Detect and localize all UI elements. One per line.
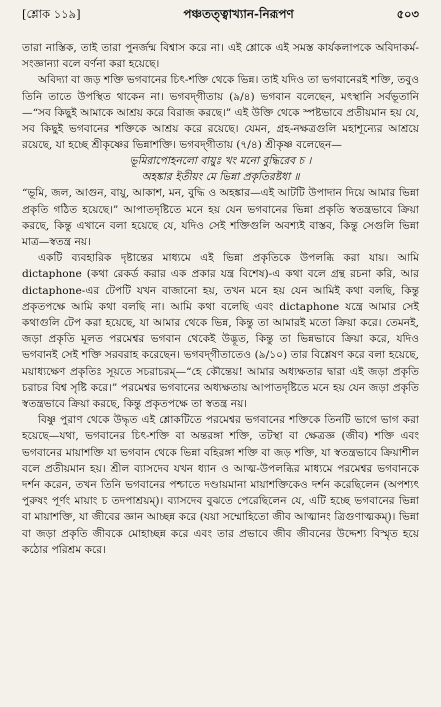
sanskrit-verse-line-1: ভূমিরাপোহনলো বায়ুঃ খং মনো বুদ্ধিরেব চ ।: [129, 155, 312, 168]
sanskrit-verse-line-2: অহঙ্কার ইতীয়ং মে ভিন্না প্রকৃতিরষ্টধা ॥: [141, 171, 300, 184]
paragraph: “ভূমি, জল, আগুন, বায়ু, আকাশ, মন, বুদ্ধি ও অহঙ্কার—এই আটটি উপাদান দিয়ে আমার ভিন্না প্রকৃতি গঠিত হয়েছে।” আপাতদৃষ্টিতে মনে হয় যেন ভগবানের ভিন্না প্রকৃতি স্বতন্ত্রভাবে ক্রিয়া করছে, কিন্তু এখানে বলা হয়েছে যে, যদিও সেই শক্তিগুলি অবশ্যই বাস্তব, কিন্তু সেগুলি ভিন্না মাত্র—স্বতন্ত্র নয়।: [22, 187, 419, 249]
paragraph: অবিদ্যা বা জড় শক্তি ভগবানের চিৎ-শক্তি থেকে ভিন্ন। তাই যদিও তা ভগবানেরই শক্তি, তবুও তিনি তাতে উপস্থিত থাকেন না। ভগবদ্‌গীতায় (৯/৪) ভগবান বলেছেন, মৎস্থানি সর্বভূতানি—“সব কিছুই আমাকে আশ্রয় করে বিরাজ করছে।” এই উক্তি থেকে স্পষ্টভাবে প্রতীয়মান হয় যে, সব কিছুই ভগবানের শক্তিকে আশ্রয় করে রয়েছে। যেমন, গ্রহ-নক্ষত্রগুলি মহাশূন্যের আশ্রয়ে রয়েছে, যা হচ্ছে শ্রীকৃষ্ণের ভিন্নাশক্তি। ভগবদ্‌গীতায় (৭/৪) শ্রীকৃষ্ণ বলেছেন—: [22, 74, 419, 152]
page-header: [22, 6, 419, 30]
page-number: ৫০৩: [396, 7, 419, 21]
paragraph: বিষ্ণু পুরাণ থেকে উদ্ধৃত এই শ্লোকটিতে পরমেশ্বর ভগবানের শক্তিকে তিনটি ভাগে ভাগ করা হয়েছে—যথা, ভগবানের চিৎ-শক্তি বা অন্তরঙ্গা শক্তি, তটস্থা বা ক্ষেত্রজ্ঞ (জীব) শক্তি এবং ভগবানের মায়াশক্তি যা ভগবান থেকে ভিন্না বহিরঙ্গা শক্তি বা জড় শক্তি, যা স্বতন্ত্রভাবে ক্রিয়াশীল বলে প্রতীয়মান হয়। শ্রীল ব্যাসদেব যখন ধ্যান ও আত্ম-উপলব্ধির মাধ্যমে পরমেশ্বর ভগবানকে দর্শন করেন, তখন তিনি ভগবানের পশ্চাতে দণ্ডায়মানা মায়াশক্তিকেও দর্শন করেছিলেন (অপশ্যৎ পুরুষং পূর্ণং মায়াং চ তদপাশ্রয়ম্)। ব্যাসদেব বুঝতে পেরেছিলেন যে, এটি হচ্ছে ভগবানের ভিন্না বা মায়াশক্তি, যা জীবের জ্ঞান আচ্ছন্ন করে (যয়া সম্মোহিতো জীব আত্মানং ত্রিগুণাত্মকম্)। ভিন্না বা জড়া প্রকৃতি জীবকে মোহাচ্ছন্ন করে এবং তার প্রভাবে জীব জীবনের উদ্দেশ্য বিস্মৃত হয়ে কঠোর পরিশ্রম করে।: [22, 414, 419, 556]
page-body: [22, 40, 419, 558]
paragraph: একটি ব্যবহারিক দৃষ্টান্তের মাধ্যমে এই ভিন্না প্রকৃতিকে উপলব্ধি করা যায়। আমি dictaphone (কথা রেকর্ড করার এক প্রকার যন্ত্র বিশেষ)-এ কথা বলে গ্রন্থ রচনা করি, আর dictaphone-এর টেপটি যখন বাজানো হয়, তখন মনে হয় যেন আমিই কথা বলছি, কিন্তু প্রকৃতপক্ষে আমি কথা বলছি না। আমি কথা বলেছি এবং dictaphone যন্ত্রে আমার সেই কথাগুলি টেপ করা হয়েছে, যা আমার থেকে ভিন্ন, কিন্তু তা আমারই মতো ক্রিয়া করে। তেমনই, জড়া প্রকৃতি মূলত পরমেশ্বর ভগবান থেকেই উদ্ভূত, কিন্তু তা ভিন্নভাবে ক্রিয়া করে, যদিও ভগবানই সেই শক্তি সরবরাহ করেছেন। ভগবদ্‌গীতাতেও (৯/১০) তার বিশ্লেষণ করে বলা হয়েছে, ময়াধ্যক্ষেণ প্রকৃতিঃ সূয়তে সচরাচরম্—“হে কৌন্তেয়! আমার অধ্যক্ষতার দ্বারা এই জড়া প্রকৃতি চরাচর বিশ্ব সৃষ্টি করে।” পরমেশ্বর ভগবানের অধ্যক্ষতায় আপাতদৃষ্টিতে মনে হয় যেন জড়া প্রকৃতি স্বতন্ত্রভাবে ক্রিয়া করছে, কিন্তু প্রকৃতপক্ষে তা স্বতন্ত্র নয়।: [22, 252, 419, 411]
chapter-title: পঞ্চতত্ত্বাখ্যান-নিরূপণ: [183, 7, 294, 21]
paragraph: তারা নাস্তিক, তাই তারা পুনর্জন্ম বিশ্বাস করে না। এই শ্লোকে এই সমস্ত কার্যকলাপকে অবিদাকর্ম-সংজ্ঞান্যা বলে বর্ণনা করা হয়েছে।: [22, 42, 419, 71]
verse-reference: [শ্লোক ১১৯]: [22, 7, 81, 21]
